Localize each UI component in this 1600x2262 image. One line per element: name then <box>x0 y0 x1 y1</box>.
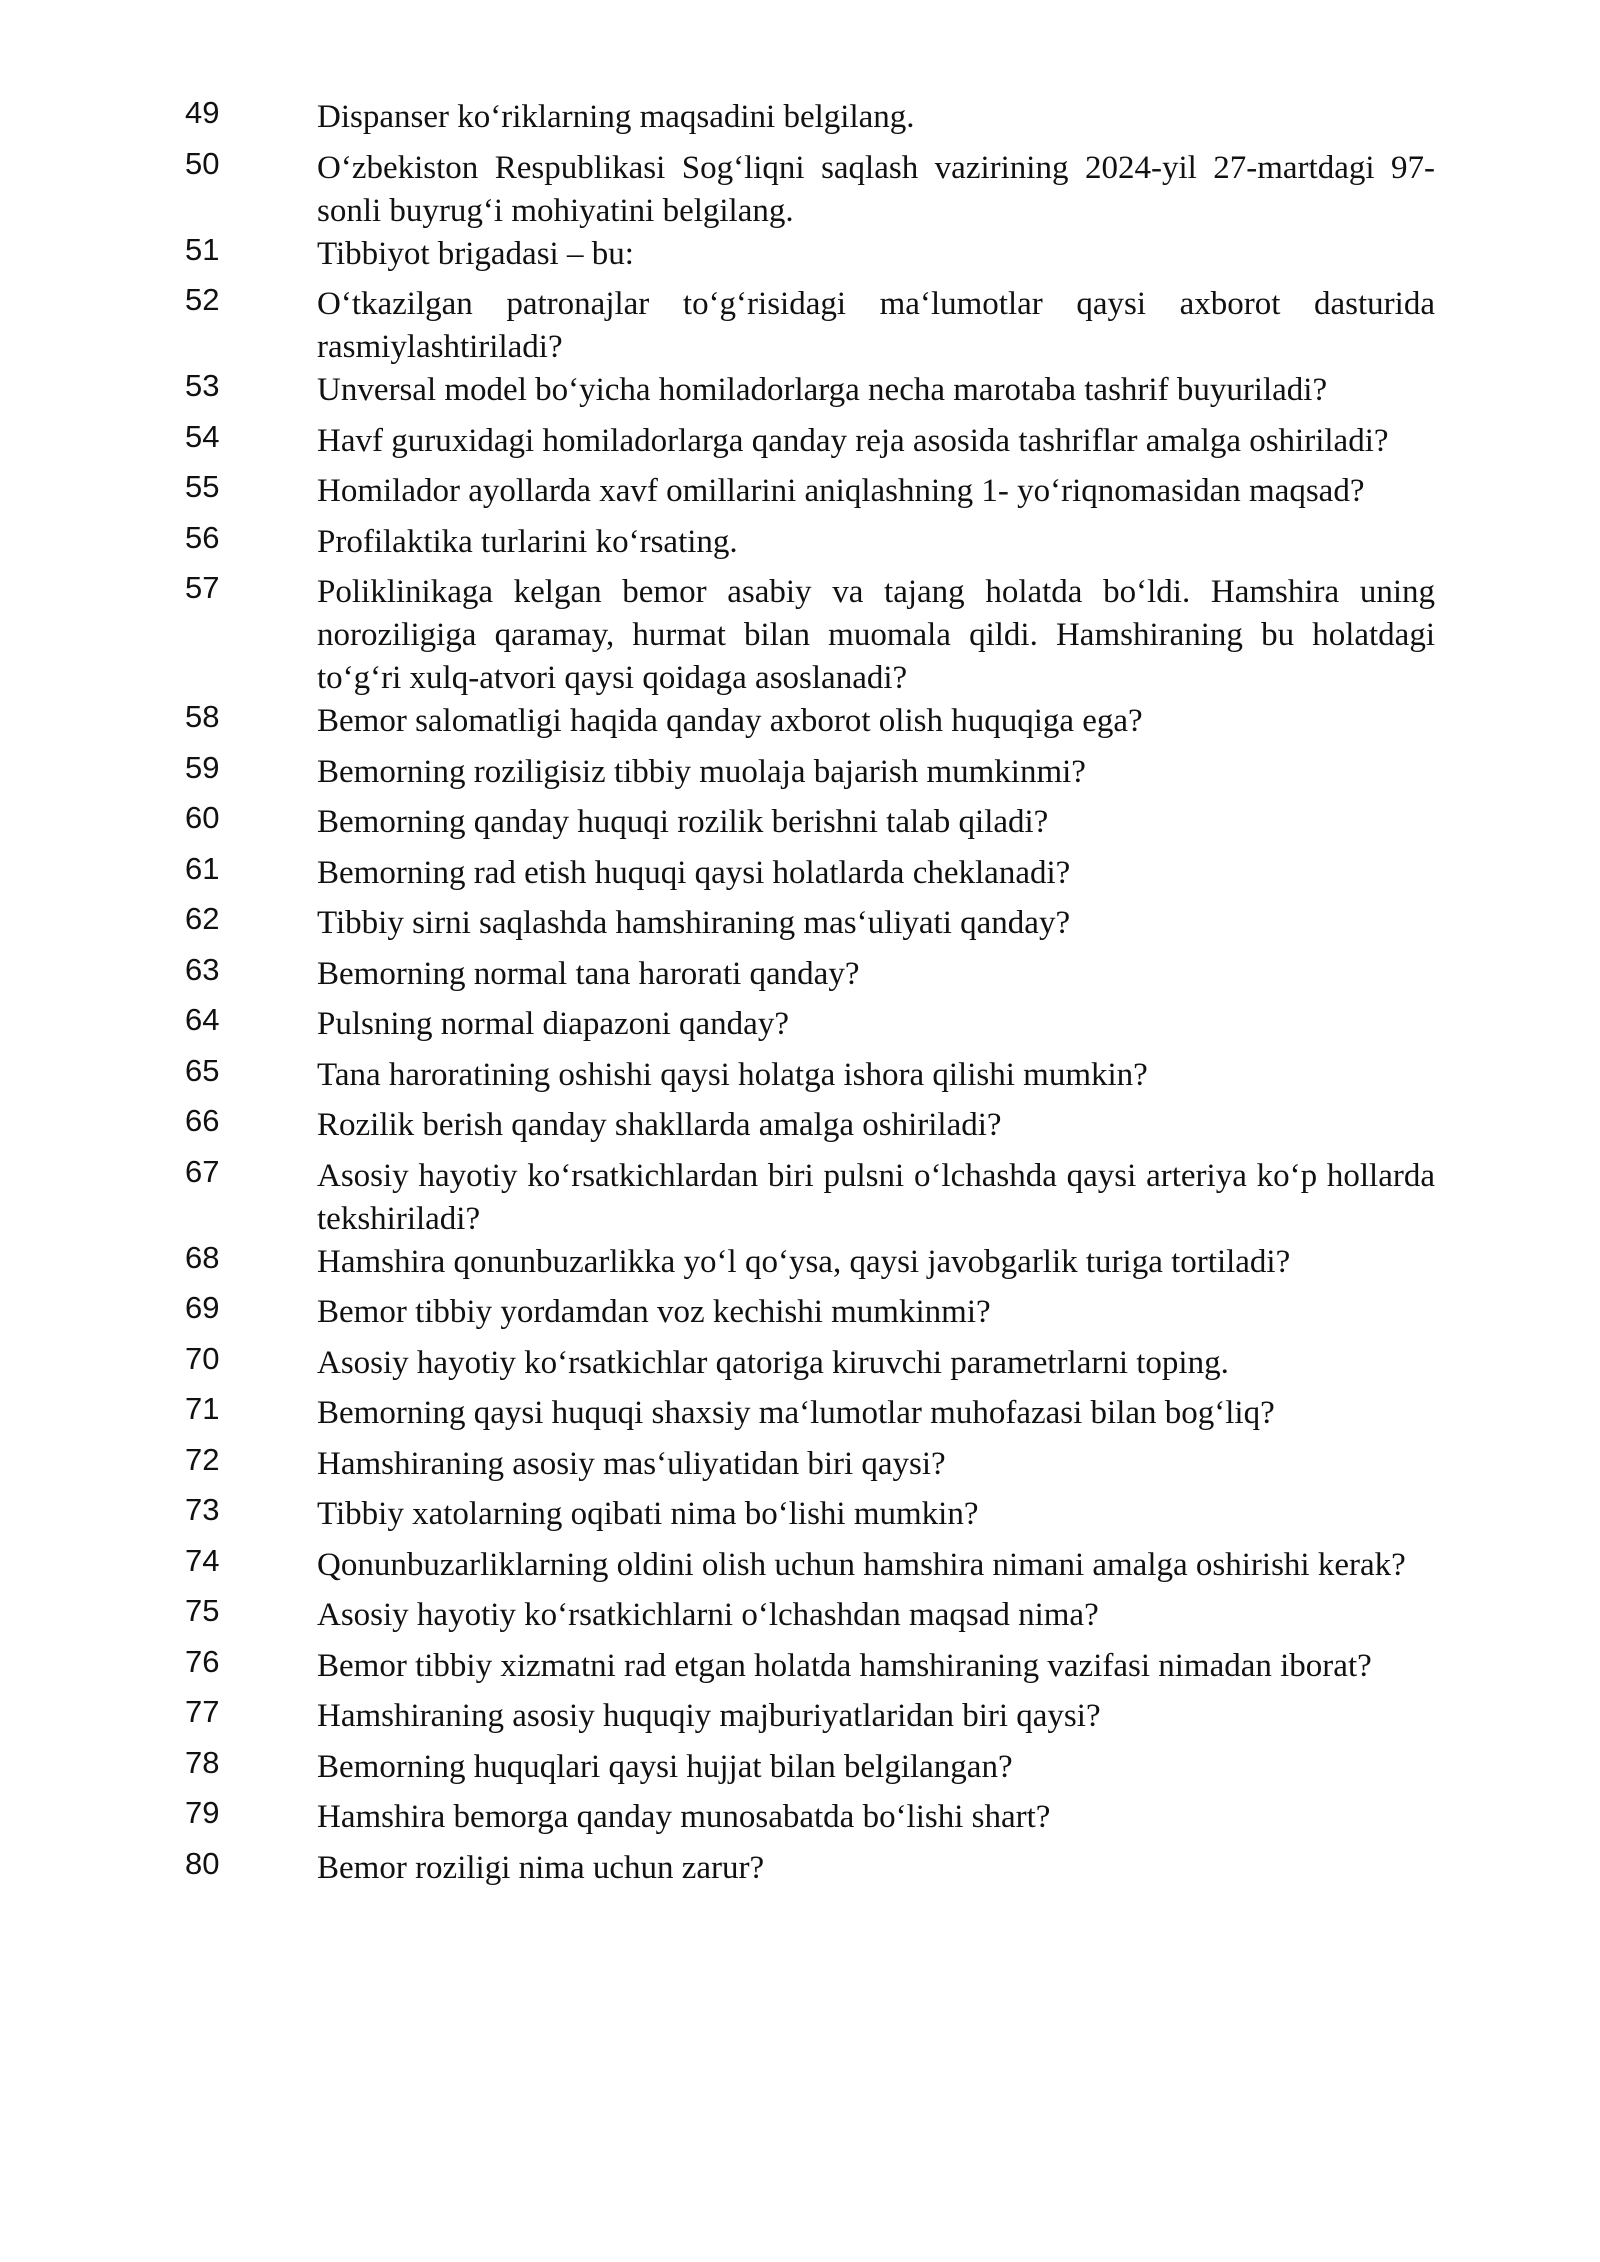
question-number: 62 <box>185 901 220 936</box>
question-number: 59 <box>185 749 220 785</box>
question-row <box>185 1847 1435 1898</box>
question-text: Poliklinikaga kelgan bemor asabiy va tajang holatda bo‘ldi. Hamshira uning noroziligiga qaramay, hurmat bilan muomala qildi. Hamshiraning bu holatdagi to‘g‘ri xulq-atvori qaysi qoidaga asoslanadi? <box>317 574 1435 696</box>
question-row <box>185 801 1435 852</box>
question-number: 65 <box>185 1052 220 1088</box>
question-row <box>185 1493 1435 1544</box>
question-text: Tibbiy sirni saqlashda hamshiraning mas‘uliyati qanday? <box>317 905 1071 941</box>
question-text: Bemor roziligi nima uchun zarur? <box>317 1849 765 1886</box>
question-row <box>185 852 1435 903</box>
question-text: Bemor tibbiy xizmatni rad etgan holatda hamshiraning vazifasi nimadan iborat? <box>317 1647 1372 1684</box>
question-text: O‘zbekiston Respublikasi Sog‘liqni saqlash vazirining 2024-yil 27-martdagi 97-sonli buyrug‘i mohiyatini belgilang. <box>317 149 1435 229</box>
question-text: Bemorning qanday huquqi rozilik berishni talab qiladi? <box>317 804 1049 840</box>
question-text: Havf guruxidagi homiladorlarga qanday reja asosida tashriflar amalga oshiriladi? <box>317 422 1389 459</box>
question-number: 56 <box>185 519 220 555</box>
question-number: 76 <box>185 1643 220 1679</box>
question-row <box>185 1003 1435 1054</box>
question-row <box>185 369 1435 420</box>
question-number: 74 <box>185 1542 220 1578</box>
question-text: Tana haroratining oshishi qaysi holatga ishora qilishi mumkin? <box>317 1056 1148 1093</box>
question-row <box>185 751 1435 802</box>
question-number: 73 <box>185 1492 220 1527</box>
question-number: 51 <box>185 231 220 267</box>
question-text: Hamshira bemorga qanday munosabatda bo‘lishi shart? <box>317 1799 1051 1835</box>
question-text: O‘tkazilgan patronajlar to‘g‘risidagi ma‘lumotlar qaysi axborot dasturida rasmiylashtiriladi? <box>317 286 1435 365</box>
question-number: 79 <box>185 1795 220 1830</box>
question-text: Qonunbuzarliklarning oldini olish uchun hamshira nimani amalga oshirishi kerak? <box>317 1546 1406 1583</box>
question-number: 60 <box>185 800 220 835</box>
question-number: 78 <box>185 1744 220 1780</box>
question-row <box>185 1104 1435 1155</box>
question-text: Unversal model bo‘yicha homiladorlarga necha marotaba tashrif buyuriladi? <box>317 372 1328 408</box>
question-number: 54 <box>185 418 220 454</box>
question-text: Asosiy hayotiy ko‘rsatkichlardan biri pulsni o‘lchashda qaysi arteriya ko‘p hollarda tekshiriladi? <box>317 1157 1435 1237</box>
question-row <box>185 1342 1435 1393</box>
question-text: Tibbiy xatolarning oqibati nima bo‘lishi mumkin? <box>317 1496 979 1532</box>
question-number: 49 <box>185 95 220 130</box>
question-row <box>185 1796 1435 1847</box>
question-text: Rozilik berish qanday shakllarda amalga oshiriladi? <box>317 1107 1002 1143</box>
question-number: 52 <box>185 282 220 317</box>
question-text: Homilador ayollarda xavf omillarini aniqlashning 1- yo‘riqnomasidan maqsad? <box>317 473 1365 509</box>
question-text: Hamshira qonunbuzarlikka yo‘l qo‘ysa, qaysi javobgarlik turiga tortiladi? <box>317 1243 1291 1280</box>
question-text: Bemorning huquqlari qaysi hujjat bilan belgilangan? <box>317 1748 1013 1785</box>
question-row <box>185 283 1435 369</box>
question-text: Tibbiyot brigadasi – bu: <box>317 235 634 272</box>
question-text: Bemorning normal tana harorati qanday? <box>317 955 860 992</box>
question-number: 50 <box>185 145 220 181</box>
question-row <box>185 1291 1435 1342</box>
question-number: 67 <box>185 1153 220 1189</box>
question-row <box>185 953 1435 1004</box>
question-text: Profilaktika turlarini ko‘rsating. <box>317 523 738 560</box>
question-row <box>185 1645 1435 1696</box>
question-number: 63 <box>185 951 220 987</box>
question-number: 58 <box>185 699 220 734</box>
question-row <box>185 1443 1435 1494</box>
question-row <box>185 147 1435 233</box>
question-row <box>185 1392 1435 1443</box>
question-number: 68 <box>185 1239 220 1275</box>
question-row <box>185 571 1435 700</box>
question-text: Asosiy hayotiy ko‘rsatkichlarni o‘lchashdan maqsad nima? <box>317 1597 1099 1633</box>
question-row <box>185 1746 1435 1797</box>
question-number: 57 <box>185 570 220 605</box>
question-row <box>185 902 1435 953</box>
question-list <box>185 96 1435 1897</box>
question-row <box>185 521 1435 572</box>
question-row <box>185 1155 1435 1241</box>
question-row <box>185 1695 1435 1746</box>
question-text: Hamshiraning asosiy huquqiy majburiyatlaridan biri qaysi? <box>317 1698 1101 1734</box>
question-number: 70 <box>185 1340 220 1376</box>
question-number: 64 <box>185 1002 220 1037</box>
question-row <box>185 233 1435 284</box>
question-number: 72 <box>185 1441 220 1477</box>
question-number: 55 <box>185 469 220 504</box>
question-number: 80 <box>185 1845 220 1881</box>
question-text: Bemorning roziligisiz tibbiy muolaja bajarish mumkinmi? <box>317 753 1086 790</box>
question-number: 77 <box>185 1694 220 1729</box>
question-number: 69 <box>185 1290 220 1325</box>
question-number: 53 <box>185 368 220 403</box>
question-row <box>185 1594 1435 1645</box>
question-number: 71 <box>185 1391 220 1426</box>
question-row <box>185 1544 1435 1595</box>
question-text: Bemor salomatligi haqida qanday axborot olish huquqiga ega? <box>317 703 1143 739</box>
question-row <box>185 470 1435 521</box>
question-text: Pulsning normal diapazoni qanday? <box>317 1006 789 1042</box>
question-text: Bemorning rad etish huquqi qaysi holatlarda cheklanadi? <box>317 854 1071 891</box>
question-row <box>185 700 1435 751</box>
question-number: 61 <box>185 850 220 886</box>
question-row <box>185 1054 1435 1105</box>
question-number: 66 <box>185 1103 220 1138</box>
question-text: Asosiy hayotiy ko‘rsatkichlar qatoriga kiruvchi parametrlarni toping. <box>317 1344 1229 1381</box>
question-text: Bemorning qaysi huquqi shaxsiy ma‘lumotlar muhofazasi bilan bog‘liq? <box>317 1395 1275 1431</box>
question-number: 75 <box>185 1593 220 1628</box>
question-text: Bemor tibbiy yordamdan voz kechishi mumkinmi? <box>317 1294 991 1330</box>
question-row <box>185 96 1435 147</box>
question-row <box>185 1241 1435 1292</box>
question-text: Dispanser ko‘riklarning maqsadini belgilang. <box>317 99 915 135</box>
question-row <box>185 420 1435 471</box>
question-text: Hamshiraning asosiy mas‘uliyatidan biri qaysi? <box>317 1445 946 1482</box>
